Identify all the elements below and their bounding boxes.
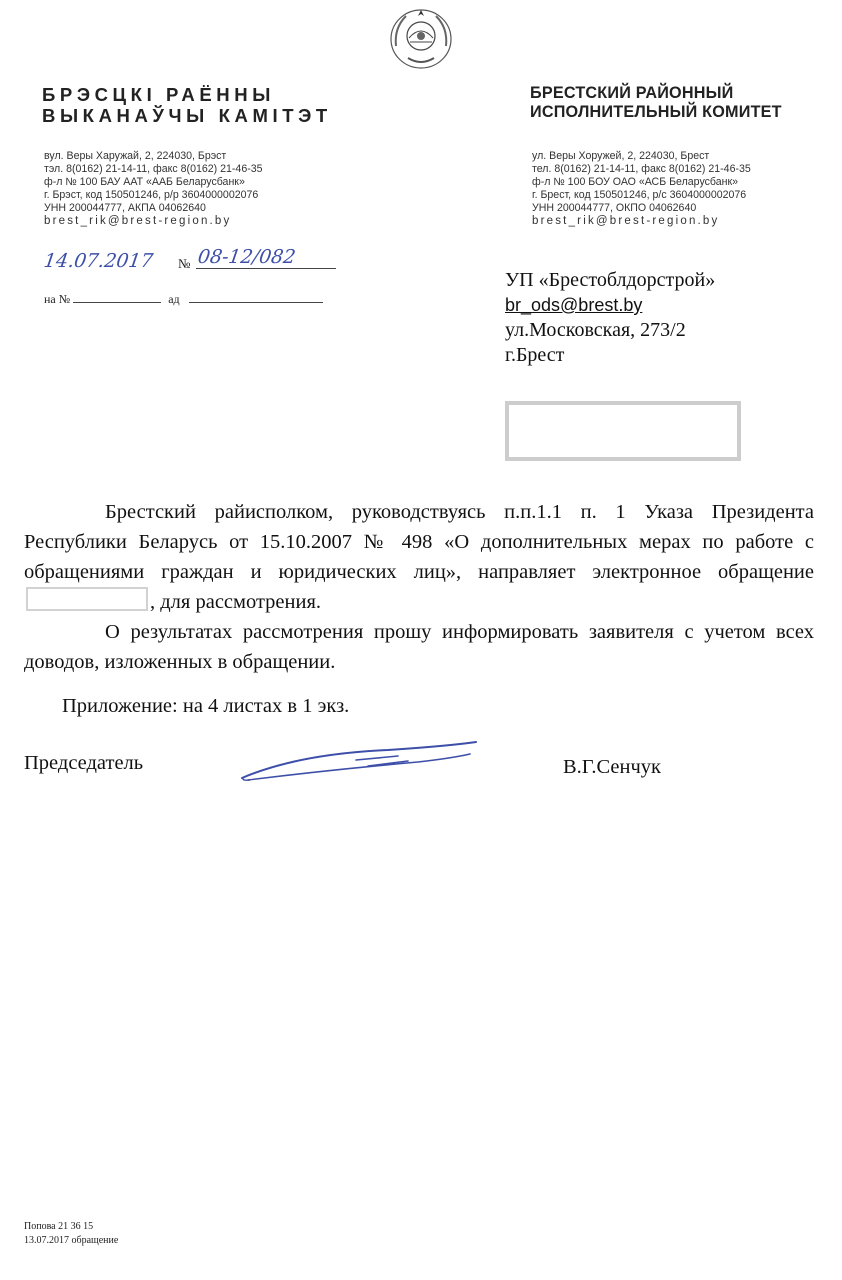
letterhead-by-line2: ВЫКАНАЎЧЫ КАМІТЭТ: [42, 105, 332, 127]
ru-email: brest_rik@brest-region.by: [532, 215, 720, 227]
recipient-org: УП «Брестоблдорстрой»: [505, 269, 716, 291]
redacted-inline: [26, 587, 148, 611]
letterhead-info-russian: [532, 150, 751, 228]
registration-number-label: №: [178, 256, 191, 271]
state-emblem-icon: [388, 6, 454, 70]
recipient-street: ул.Московская, 273/2: [505, 319, 686, 341]
letterhead-by-line1: БРЭСЦКІ РАЁННЫ: [42, 84, 275, 105]
registration-underline: [196, 268, 336, 269]
body-paragraph-1-text: Брестский райисполком, руководствуясь п.п.1.1 п. 1 Указа Президента Республики Беларусь от 15.10.2007 № 498 «О дополнительных мерах по работе с обращениями граждан и юридических лиц», направляет электронное обращение: [24, 501, 814, 583]
ru-codes: УНН 200044777, ОКПО 04062640: [532, 202, 697, 214]
signatory-title: Председатель: [24, 752, 144, 774]
appendix-note: Приложение: на 4 листах в 1 экз.: [62, 695, 350, 717]
registration-number: 08-12/082: [196, 246, 297, 268]
letterhead-info-belarusian: [44, 150, 263, 228]
recipient-block: [505, 268, 715, 368]
body-paragraph-1: [24, 497, 814, 617]
body-paragraph-1-end: , для рассмотрения.: [150, 591, 322, 613]
ru-bank: ф-л № 100 БОУ ОАО «АСБ Беларусбанк»: [532, 176, 739, 188]
letter-body: [24, 497, 814, 677]
executor-note: 13.07.2017 обращение: [24, 1235, 119, 1246]
signatory-name: В.Г.Сенчук: [563, 756, 661, 778]
by-address: вул. Веры Харужай, 2, 224030, Брэст: [44, 150, 227, 162]
by-codes: УНН 200044777, АКПА 04062640: [44, 202, 206, 214]
ru-account: г. Брест, код 150501246, р/с 3604000002076: [532, 189, 747, 201]
letterhead-title-belarusian: [42, 84, 332, 127]
recipient-email[interactable]: br_ods@brest.by: [505, 295, 643, 315]
ru-address: ул. Веры Хоружей, 2, 224030, Брест: [532, 150, 710, 162]
by-email: brest_rik@brest-region.by: [44, 215, 232, 227]
recipient-city: г.Брест: [505, 344, 565, 366]
by-account: г. Брэст, код 150501246, р/р 3604000002076: [44, 189, 259, 201]
body-paragraph-2: О результатах рассмотрения прошу информировать заявителя с учетом всех доводов, изложенных в обращении.: [24, 621, 814, 673]
reference-row: [44, 292, 323, 307]
reference-from-blank: [189, 292, 323, 303]
letterhead-title-russian: [530, 84, 782, 121]
letterhead-ru-line2: ИСПОЛНИТЕЛЬНЫЙ КОМИТЕТ: [530, 102, 782, 121]
signature-icon: [238, 736, 483, 786]
reference-from-label: ад: [168, 292, 180, 306]
executor-name: Попова 21 36 15: [24, 1221, 94, 1232]
reference-label: на №: [44, 292, 71, 306]
executor-footer: [24, 1220, 118, 1248]
ru-phone: тел. 8(0162) 21-14-11, факс 8(0162) 21-46-35: [532, 163, 751, 175]
reference-blank: [73, 292, 161, 303]
by-phone: тэл. 8(0162) 21-14-11, факс 8(0162) 21-46-35: [44, 163, 263, 175]
letterhead-ru-line1: БРЕСТСКИЙ РАЙОННЫЙ: [530, 84, 734, 102]
redacted-block: [505, 401, 741, 461]
by-bank: ф-л № 100 БАУ ААТ «ААБ Беларусбанк»: [44, 176, 245, 188]
registration-date: 14.07.2017: [42, 250, 155, 272]
